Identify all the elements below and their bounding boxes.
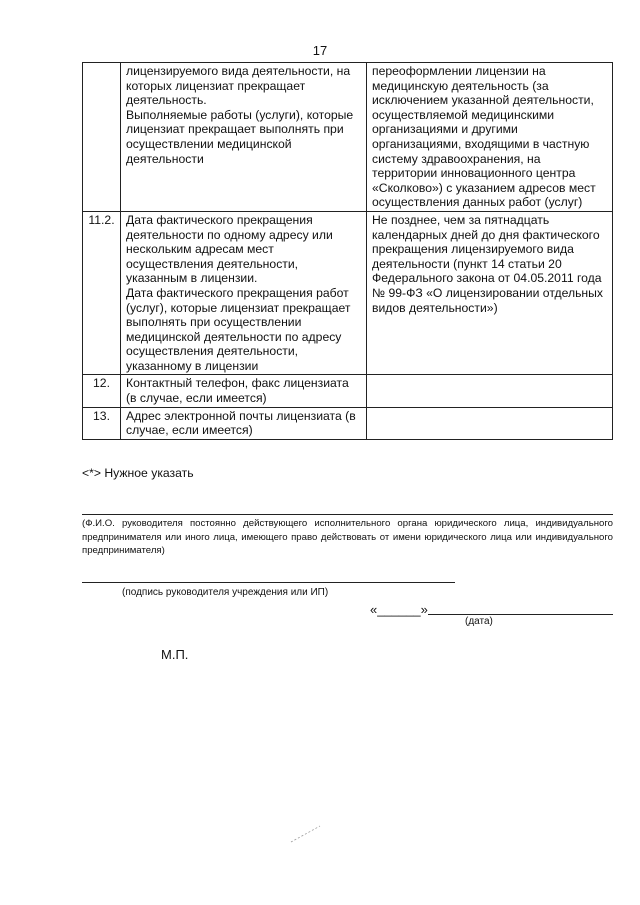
head-name-line — [82, 514, 613, 515]
table-body — [83, 63, 613, 440]
row-number: 13. — [83, 407, 121, 439]
row-deadline-note: переоформлении лицензии на медицинскую деятельность (за исключением указанной деятельности, осуществляемой медицинскими организациями и другими организациями, входящими в частную систему здравоохранения, на территории инновационного центра «Сколково») с указанием адресов мест осуществления данных работ (услуг) — [367, 63, 613, 212]
row-deadline-note — [367, 375, 613, 407]
row-field-label: Адрес электронной почты лицензиата (в случае, если имеется) — [121, 407, 367, 439]
table-row — [83, 211, 613, 375]
head-name-caption: (Ф.И.О. руководителя постоянно действующего исполнительного органа юридического лица, индивидуального предпринимателя или иного лица, имеющего право действовать от имени юридического лица или индивидуального предпринимателя) — [82, 518, 613, 556]
page-number: 17 — [312, 43, 328, 58]
scan-speck-mark — [290, 824, 322, 844]
date-day-field: «______» — [370, 602, 428, 617]
date-line — [428, 614, 613, 615]
row-field-label: Дата фактического прекращения деятельности по одному адресу или нескольким адресам мест осуществления деятельности, указанным в лицензии. Дата фактического прекращения работ (услуг), которые лицензиат прекращает выполнять при осуществлении медицинской деятельности по адресу осуществления деятельности, указанному в лицензии — [121, 211, 367, 375]
row-field-label: лицензируемого вида деятельности, на которых лицензиат прекращает деятельность. Выполняемые работы (услуги), которые лицензиат прекращает выполнять при осуществлении медицинской деятельности — [121, 63, 367, 212]
row-field-label: Контактный телефон, факс лицензиата (в случае, если имеется) — [121, 375, 367, 407]
table-row — [83, 63, 613, 212]
row-number: 12. — [83, 375, 121, 407]
row-number — [83, 63, 121, 212]
row-deadline-note: Не позднее, чем за пятнадцать календарных дней до дня фактического прекращения лицензируемого вида деятельности (пункт 14 статьи 20 Федерального закона от 04.05.2011 года № 99-ФЗ «О лицензировании отдельных видов деятельности») — [367, 211, 613, 375]
stamp-label: М.П. — [161, 647, 189, 662]
license-form-table — [82, 62, 613, 440]
row-number: 11.2. — [83, 211, 121, 375]
row-deadline-note — [367, 407, 613, 439]
signature-line — [82, 582, 455, 583]
table-row — [83, 407, 613, 439]
footnote: <*> Нужное указать — [82, 466, 194, 480]
table-row — [83, 375, 613, 407]
signature-caption: (подпись руководителя учреждения или ИП) — [122, 587, 329, 598]
date-caption: (дата) — [465, 616, 493, 627]
